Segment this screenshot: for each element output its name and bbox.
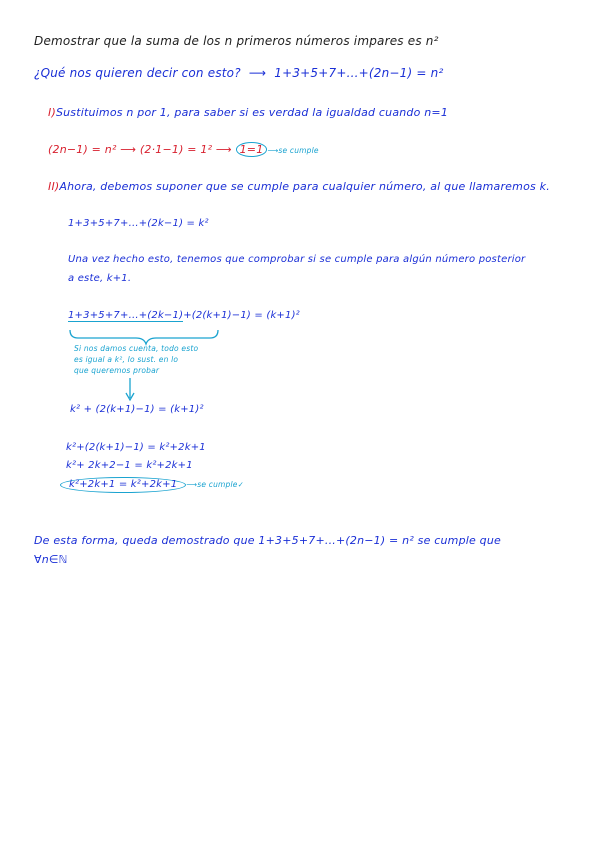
step2-paragraph-line2: a este, k+1. [68,273,132,284]
arrow-icon: ⟶ [248,66,267,80]
question-expression: 1+3+5+7+...+(2n−1) = n² [274,66,444,80]
step1-note: ⟶se cumple [267,146,319,155]
calc-line3-circled: k²+2k+1 = k²+2k+1 [60,477,186,493]
step2-numeral: II) [48,180,60,193]
question-line [34,66,443,80]
note-line1: Si nos damos cuenta, todo esto [74,344,199,353]
step1-numeral: I) [48,106,56,119]
note-line3: que queremos probar [74,366,160,375]
note-line2: es igual a k², lo sust. en lo [74,355,179,364]
calc-line1: k²+(2(k+1)−1) = k²+2k+1 [66,442,206,453]
step1-equation: (2n−1) = n² ⟶ (2·1−1) = 1² ⟶ [48,143,232,156]
step2-substituted-equation: k² + (2(k+1)−1) = (k+1)² [70,404,204,415]
step1-equation-line [48,142,319,157]
step1-circled-result: 1=1 [236,142,268,157]
calc-line3 [60,477,244,493]
conclusion-line2: ∀n∈ℕ [34,553,68,566]
conclusion-line1: De esta forma, queda demostrado que 1+3+5+7+...+(2n−1) = n² se cumple que [34,534,502,547]
calc-line3-note: ⟶se cumple✓ [186,480,245,489]
step2-full-equation [68,310,300,321]
step2-full-equation-rest: +(2(k+1)−1) = (k+1)² [183,310,300,321]
step2-paragraph-line1: Una vez hecho esto, tenemos que comprobar si se cumple para algún número posterior [68,254,526,265]
calc-line2: k²+ 2k+2−1 = k²+2k+1 [66,460,193,471]
step1-line [48,106,448,119]
step2-text: Ahora, debemos suponer que se cumple para cualquier número, al que llamaremos k. [59,180,550,193]
question-prompt: ¿Qué nos quieren decir con esto? [34,66,241,80]
step1-text: Sustituimos n por 1, para saber si es verdad la igualdad cuando n=1 [55,106,449,119]
step2-hypothesis: 1+3+5+7+...+(2k−1) = k² [68,218,209,229]
step2-full-equation-underlined: 1+3+5+7+...+(2k−1) [68,310,184,321]
step2-line [48,180,550,193]
page-title: Demostrar que la suma de los n primeros números impares es n² [34,34,439,48]
